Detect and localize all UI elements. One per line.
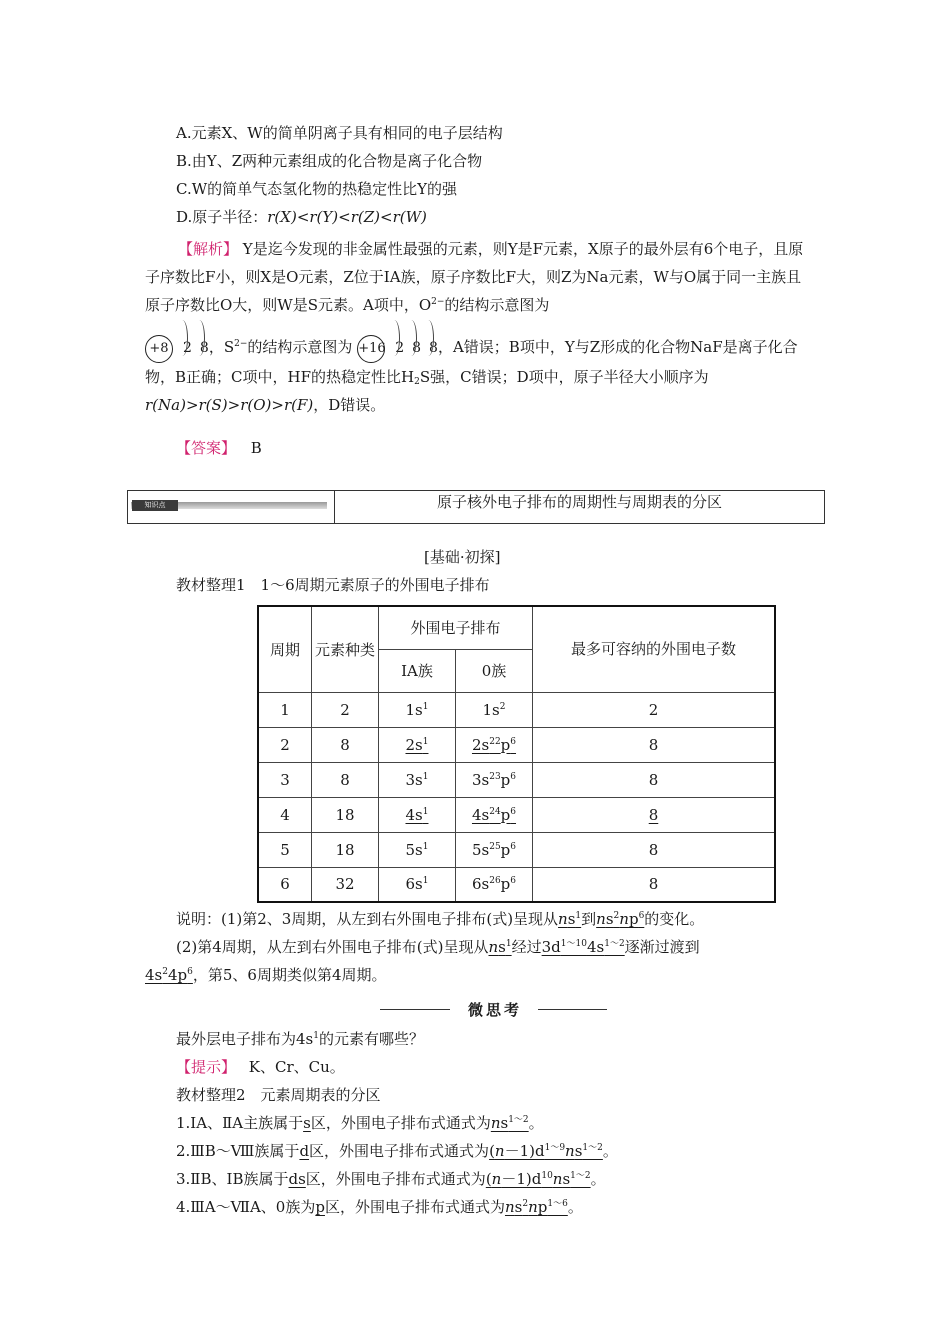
analysis-text-5: ，D错误。 (313, 396, 386, 414)
analysis-paragraph (145, 235, 807, 319)
cell-max: 2 (533, 692, 776, 727)
cell-max: 8 (533, 727, 776, 762)
option-a: A.元素X、W的简单阴离子具有相同的电子层结构 (176, 124, 503, 142)
header-kinds: 元素种类 (312, 606, 379, 692)
answer-line (176, 438, 262, 458)
cell-zero: $1s^2$ (456, 692, 533, 727)
option-d (176, 207, 427, 227)
s-charge: 2− (234, 339, 248, 349)
note-2-d: ，第5、6周期类似第4周期。 (192, 966, 387, 984)
note-2-b: 经过 (511, 938, 542, 956)
o-shell-2: 8 (199, 340, 209, 356)
cell-ia: $2s^1$ (379, 727, 456, 762)
note-2-via: $3d^{1\sim 10}4s^{1\sim 2}$ (541, 938, 625, 956)
s-text: 的结构示意图为 (247, 338, 353, 356)
analysis-label: 【解析】 (178, 240, 239, 258)
header-zero: 0族 (456, 649, 533, 692)
cell-period: 3 (258, 762, 312, 797)
s2-l2-a: 2.ⅢB～Ⅷ族属于 (176, 1142, 300, 1160)
answer-value: B (250, 439, 262, 457)
cell-max: 8 (533, 762, 776, 797)
note-2 (176, 937, 700, 957)
cell-zero: $6s^{26}p^6$ (456, 867, 533, 902)
header-ia: ⅠA族 (379, 649, 456, 692)
s2-l1-block: s (303, 1114, 311, 1132)
section2-title: 教材整理2 元素周期表的分区 (176, 1086, 381, 1104)
s2-l4-formula: $ns^2np^{1\sim 6}$ (504, 1198, 568, 1216)
s2-l2-formula: $(n-1)d^{1\sim 9}ns^{1\sim 2}$ (489, 1142, 603, 1160)
think-question: 最外层电子排布为$4s^1$的元素有哪些？ (176, 1030, 424, 1048)
think-title: 微思考 (467, 1001, 522, 1019)
section-banner (127, 490, 825, 524)
hint-line (176, 1057, 345, 1077)
analysis-text-1: Y是迄今发现的非金属性最强的元素，则Y是F元素，X原子的最外层有6个电子，且原子序数比F小，则X是O元素，Z位于ⅠA族，原子序数比F大，则Z为Na元素，W与O属于同一主族且原子序数比O大，则W是S元素。A项中，O (145, 240, 804, 314)
cell-zero: $4s^{24}p^6$ (456, 797, 533, 832)
note-1-c: 的变化。 (644, 910, 705, 928)
h2s-sub: 2 (414, 377, 420, 387)
note-2-c: 逐渐过渡到 (624, 938, 700, 956)
cell-period: 2 (258, 727, 312, 762)
section2-line-1 (176, 1113, 544, 1133)
cell-period: 6 (258, 867, 312, 902)
analysis-text-3: ，A错误；B项中，Y与Z形成的化合物NaF是离子化合物，B正确；C项中，HF的热稳定性比H (145, 338, 798, 386)
o-shell-1: 2 (183, 340, 192, 356)
note-1-b: 到 (581, 910, 597, 928)
note-2-cont (145, 965, 807, 985)
s2-l4-a: 4.ⅢA～ⅦA、0族为 (176, 1198, 316, 1216)
s2-l4-b: 区，外围电子排布式通式为 (324, 1198, 505, 1216)
cell-max: 8 (533, 832, 776, 867)
cell-max: 8 (533, 797, 776, 832)
s2-l1-end: 。 (528, 1114, 544, 1132)
cell-kinds: 18 (312, 797, 379, 832)
option-d-prefix: D.原子半径： (176, 208, 268, 226)
cell-zero: $2s^{22}p^6$ (456, 727, 533, 762)
table-row (258, 832, 775, 867)
sulfur-ion-diagram (357, 333, 438, 363)
analysis-d-order: r(Na)>r(S)>r(O)>r(F) (145, 396, 314, 414)
section2-line-4 (176, 1197, 583, 1217)
table-row (258, 727, 775, 762)
s2-l1-a: 1.ⅠA、ⅡA主族属于 (176, 1114, 304, 1132)
cell-period: 1 (258, 692, 312, 727)
cell-ia: $6s^1$ (379, 867, 456, 902)
s2-l3-a: 3.ⅡB、ⅠB族属于 (176, 1170, 289, 1188)
section2-line-3 (176, 1169, 606, 1189)
cell-period: 5 (258, 832, 312, 867)
cell-kinds: 2 (312, 692, 379, 727)
o-nucleus: +8 (145, 335, 173, 363)
s2-l4-end: 。 (567, 1198, 583, 1216)
think-question-a: 最外层电子排布为4s (176, 1030, 314, 1048)
header-period: 周期 (258, 606, 312, 692)
cell-ia: $3s^1$ (379, 762, 456, 797)
cell-kinds: 32 (312, 867, 379, 902)
note-1-from: $ns^1$ (558, 910, 582, 928)
s2-l1-formula: $ns^{1\sim 2}$ (490, 1114, 529, 1132)
header-max: 最多可容纳的外围电子数 (533, 606, 776, 692)
table-row (258, 797, 775, 832)
note-1 (176, 909, 704, 929)
table-row (258, 867, 775, 902)
note-2-from: $ns^1$ (488, 938, 512, 956)
section1-title: 教材整理1 1～6周期元素原子的外围电子排布 (176, 576, 490, 594)
cell-zero: $3s^{23}p^6$ (456, 762, 533, 797)
option-b: B.由Y、Z两种元素组成的化合物是离子化合物 (176, 152, 483, 170)
electron-config-table (257, 605, 776, 903)
hint-text: K、Cr、Cu。 (248, 1058, 345, 1076)
cell-ia: $5s^1$ (379, 832, 456, 867)
option-c: C.W的简单气态氢化物的热稳定性比Y的强 (176, 180, 458, 198)
s2-l3-b: 区，外围电子排布式通式为 (305, 1170, 486, 1188)
s2-l3-end: 。 (590, 1170, 606, 1188)
s2-l2-end: 。 (602, 1142, 618, 1160)
banner-tag-label: 知识点 (132, 500, 178, 511)
o-charge: 2− (431, 297, 445, 307)
note-1-a: 说明：(1)第2、3周期，从左到右外围电子排布(式)呈现从 (176, 910, 559, 928)
cell-period: 4 (258, 797, 312, 832)
answer-label: 【答案】 (176, 439, 237, 457)
s-nucleus: +16 (357, 335, 385, 363)
s-shell-2: 8 (412, 340, 422, 356)
table-row (258, 762, 775, 797)
s-prefix: ，S (208, 338, 235, 356)
oxygen-ion-diagram (145, 333, 209, 363)
analysis-text-4: S强，C错误；D项中，原子半径大小顺序为 (419, 368, 709, 386)
option-d-expr: r(X)<r(Y)<r(Z)<r(W) (267, 208, 427, 226)
cell-kinds: 18 (312, 832, 379, 867)
cell-kinds: 8 (312, 762, 379, 797)
cell-ia: $1s^1$ (379, 692, 456, 727)
cell-kinds: 8 (312, 727, 379, 762)
s2-l1-b: 区，外围电子排布式通式为 (310, 1114, 491, 1132)
cell-zero: $5s^{25}p^6$ (456, 832, 533, 867)
s2-l3-formula: $(n-1)d^{10}ns^{1\sim 2}$ (485, 1170, 591, 1188)
note-2-a: (2)第4周期，从左到右外围电子排布(式)呈现从 (176, 938, 489, 956)
analysis-diagram-line (145, 333, 807, 419)
section2-line-2 (176, 1141, 618, 1161)
banner-title: 原子核外电子排布的周期性与周期表的分区 (436, 493, 722, 511)
note-1-to: $ns^2np^6$ (596, 910, 645, 928)
s2-l3-block: ds (288, 1170, 306, 1188)
subheading: [基础·初探] (424, 548, 501, 566)
banner-tag (128, 491, 335, 523)
table-row (258, 692, 775, 727)
hint-label: 【提示】 (176, 1058, 237, 1076)
s-shell-3: 8 (429, 340, 438, 356)
cell-ia: $4s^1$ (379, 797, 456, 832)
s-shell-1: 2 (395, 340, 405, 356)
s2-l4-block: p (315, 1198, 325, 1216)
analysis-text-2: 的结构示意图为 (444, 296, 550, 314)
think-question-b: 的元素有哪些？ (318, 1030, 424, 1048)
cell-max: 8 (533, 867, 776, 902)
think-divider (380, 1000, 607, 1020)
header-config: 外围电子排布 (379, 606, 533, 649)
note-2-to: $4s^24p^6$ (145, 966, 193, 984)
s2-l2-block: d (299, 1142, 310, 1160)
s2-l2-b: 区，外围电子排布式通式为 (309, 1142, 490, 1160)
